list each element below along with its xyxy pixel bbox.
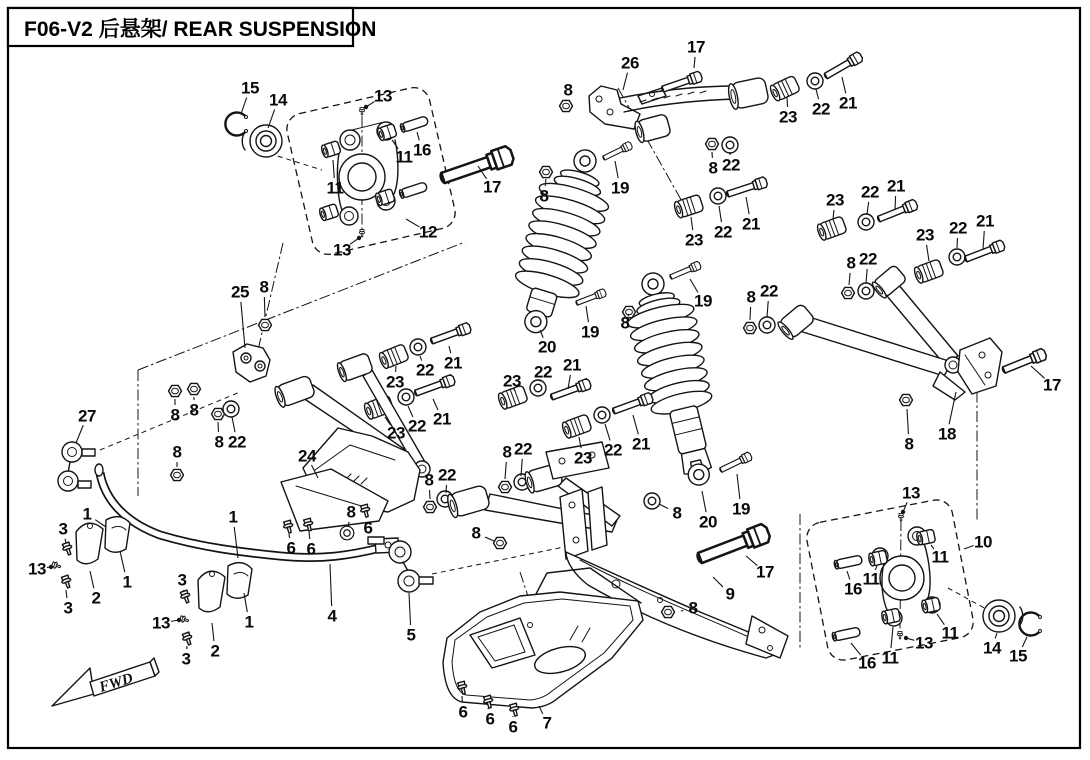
callout-8: 8 (172, 442, 182, 462)
callout-3: 3 (177, 570, 187, 590)
screw-3 (60, 575, 73, 589)
callout-8: 8 (708, 158, 718, 178)
callout-8: 8 (539, 186, 549, 206)
nut-8 (171, 469, 184, 480)
title-block (8, 8, 376, 46)
callout-leader-16 (417, 132, 419, 140)
callout-8: 8 (346, 502, 356, 522)
callout-22: 22 (534, 362, 552, 382)
callout-leader-20 (702, 491, 706, 512)
callout-8: 8 (746, 287, 756, 307)
callout-22: 22 (714, 222, 732, 242)
washer-22 (858, 214, 874, 230)
washer-22 (949, 249, 965, 265)
callout-16: 16 (413, 140, 431, 160)
callout-leader-15 (241, 97, 247, 114)
screw-13 (897, 632, 903, 639)
callout-4: 4 (327, 606, 337, 626)
callout-10: 10 (974, 532, 992, 552)
callout-leader-19 (586, 306, 588, 322)
callout-15: 15 (1009, 646, 1027, 666)
bushing-clamp-right (198, 563, 252, 612)
callout-leader-8 (849, 273, 850, 285)
callout-1: 1 (244, 612, 254, 632)
nut-8 (706, 138, 719, 149)
callout-8: 8 (846, 253, 856, 273)
callout-22: 22 (859, 249, 877, 269)
bolt-21 (822, 51, 863, 81)
bushing-23 (673, 194, 704, 219)
callout-leader-19 (615, 161, 618, 178)
callout-leader-26 (623, 73, 627, 90)
callout-leader-21 (449, 346, 451, 353)
callout-leader-22 (867, 202, 869, 214)
callout-leader-23 (787, 97, 788, 107)
callout-13: 13 (374, 86, 392, 106)
callout-7: 7 (542, 713, 552, 733)
callout-23: 23 (916, 225, 934, 245)
nut-8 (424, 501, 437, 512)
callout-leader-21 (746, 197, 749, 214)
nut-8 (540, 166, 553, 177)
right-a-arm-group (744, 199, 1048, 406)
callout-2: 2 (210, 641, 220, 661)
callout-leader-9 (713, 577, 723, 587)
bolt-19 (718, 451, 753, 474)
callout-leader-22 (866, 269, 867, 283)
callout-14: 14 (983, 638, 1001, 658)
screw-13 (51, 561, 61, 570)
callout-leader-8 (659, 504, 668, 509)
callout-13: 13 (28, 559, 46, 579)
callout-leader-22 (232, 417, 235, 432)
callout-leader-22 (605, 424, 610, 440)
callout-6: 6 (485, 709, 495, 729)
nut-8 (662, 606, 675, 617)
callout-leader-19 (690, 279, 698, 292)
sleeve-16 (400, 116, 429, 133)
callout-leader-8 (218, 422, 219, 432)
callout-1: 1 (82, 504, 92, 524)
snap-ring-15 (1019, 613, 1041, 636)
callout-leader-22 (816, 89, 819, 99)
callout-21: 21 (433, 409, 451, 429)
callout-3: 3 (58, 519, 68, 539)
callout-leader-27 (76, 425, 83, 443)
callout-25: 25 (231, 282, 249, 302)
callout-17: 17 (483, 177, 501, 197)
callout-leader-22 (957, 238, 958, 248)
callout-leader-8 (750, 307, 751, 320)
callout-5: 5 (406, 625, 416, 645)
callout-13: 13 (902, 483, 920, 503)
callout-11: 11 (395, 147, 413, 167)
washer-22 (644, 493, 660, 509)
callout-leader-23 (691, 217, 693, 230)
callout-leader-6 (289, 534, 290, 538)
callout-23: 23 (503, 371, 521, 391)
bushing-11 (881, 608, 901, 624)
callout-1: 1 (228, 507, 238, 527)
callout-21: 21 (444, 353, 462, 373)
nut-8 (494, 537, 507, 548)
screw-13 (359, 108, 365, 115)
bolt-17 (1001, 348, 1048, 376)
callout-leader-8 (264, 297, 265, 317)
callout-leader-8 (505, 462, 506, 479)
bolt-19 (601, 141, 633, 162)
callout-leader-15 (1022, 637, 1027, 647)
callout-leader-4 (330, 564, 332, 606)
screw-3 (181, 632, 194, 646)
callout-12: 12 (419, 222, 437, 242)
callout-19: 19 (611, 178, 629, 198)
callout-21: 21 (976, 211, 994, 231)
callout-22: 22 (812, 99, 830, 119)
callout-17: 17 (1043, 375, 1061, 395)
callout-leader-22 (408, 406, 413, 417)
callout-6: 6 (306, 539, 316, 559)
callout-27: 27 (78, 406, 96, 426)
callout-22: 22 (722, 155, 740, 175)
bushing-23 (816, 216, 847, 241)
washer-22 (410, 339, 426, 355)
callout-leader-8 (485, 537, 494, 541)
callout-8: 8 (471, 523, 481, 543)
callout-11: 11 (862, 569, 880, 589)
nut-8 (499, 481, 512, 492)
callout-leader-5 (409, 593, 411, 625)
nut-8 (560, 100, 573, 111)
callout-21: 21 (839, 93, 857, 113)
callout-dot-13 (177, 618, 181, 622)
callout-8: 8 (563, 80, 573, 100)
nut-8 (842, 287, 855, 298)
callout-2: 2 (91, 588, 101, 608)
callout-22: 22 (514, 439, 532, 459)
callout-3: 3 (63, 598, 73, 618)
callout-dot-13 (364, 105, 368, 109)
callout-8: 8 (502, 442, 512, 462)
callout-6: 6 (363, 518, 373, 538)
callout-13: 13 (333, 240, 351, 260)
callout-18: 18 (938, 424, 956, 444)
washer-8 (340, 526, 354, 540)
callout-leader-10 (964, 545, 974, 549)
callout-8: 8 (688, 598, 698, 618)
callout-11: 11 (941, 623, 959, 643)
washer-22 (807, 73, 823, 89)
callout-26: 26 (621, 53, 639, 73)
washer-22 (710, 188, 726, 204)
callout-22: 22 (949, 218, 967, 238)
bushing-clamp-left (76, 517, 130, 564)
callout-21: 21 (887, 176, 905, 196)
washer-22 (722, 137, 738, 153)
callout-leader-19 (737, 474, 740, 499)
callout-leader-21 (433, 399, 438, 410)
callout-leader-23 (927, 245, 929, 261)
sleeve-16 (399, 182, 428, 199)
callout-dot-13 (49, 565, 53, 569)
callout-6: 6 (508, 717, 518, 737)
callout-22: 22 (760, 281, 778, 301)
bushing-11 (318, 204, 339, 222)
bolt-21 (725, 176, 768, 199)
callout-23: 23 (386, 372, 404, 392)
callout-leader-17 (694, 57, 695, 68)
callout-21: 21 (632, 434, 650, 454)
screw-3 (179, 590, 192, 604)
callout-dot-13 (901, 510, 905, 514)
callout-21: 21 (563, 355, 581, 375)
bearing-14 (242, 125, 282, 157)
bushing-23 (769, 75, 801, 102)
callout-leader-3 (65, 539, 66, 543)
bushing-11 (921, 597, 941, 613)
screw-6 (283, 520, 295, 534)
bolt-21 (963, 239, 1006, 264)
bushing-23 (913, 259, 944, 284)
washer-22 (530, 380, 546, 396)
callout-23: 23 (685, 230, 703, 250)
snap-ring-15 (225, 113, 247, 136)
bearing-14 (983, 600, 1023, 632)
callout-3: 3 (181, 649, 191, 669)
callout-8: 8 (189, 400, 199, 420)
callout-19: 19 (581, 322, 599, 342)
callout-6: 6 (286, 538, 296, 558)
nut-8 (259, 319, 272, 330)
callout-23: 23 (826, 190, 844, 210)
callout-17: 17 (756, 562, 774, 582)
callout-leader-8 (907, 409, 908, 434)
callout-leader-12 (406, 219, 419, 227)
callout-11: 11 (326, 178, 344, 198)
nut-8 (188, 383, 201, 394)
callout-19: 19 (732, 499, 750, 519)
bolt-21 (429, 322, 472, 346)
bolt-21 (876, 199, 919, 225)
bolt-19 (669, 261, 702, 281)
bushing-23 (378, 344, 410, 370)
callout-leader-2 (90, 571, 94, 588)
callout-leader-3 (66, 590, 67, 598)
callout-leader-2 (212, 623, 214, 641)
callout-8: 8 (672, 503, 682, 523)
bolt-21 (549, 378, 592, 402)
callout-8: 8 (259, 277, 269, 297)
callout-23: 23 (574, 448, 592, 468)
callout-leader-8 (681, 610, 683, 611)
callout-8: 8 (904, 434, 914, 454)
callout-11: 11 (931, 547, 949, 567)
callout-leader-6 (309, 532, 310, 539)
callout-19: 19 (694, 291, 712, 311)
shock-absorber-right (617, 265, 734, 492)
callout-leader-16 (847, 571, 850, 580)
bolt-17 (660, 71, 703, 95)
sleeve-16 (834, 555, 863, 570)
screw-13 (898, 514, 904, 521)
nut-8 (744, 322, 757, 333)
fwd-arrow (52, 658, 159, 706)
callout-leader-21 (842, 77, 846, 93)
callout-22: 22 (416, 360, 434, 380)
sleeve-16 (832, 627, 861, 642)
callout-20: 20 (699, 512, 717, 532)
callout-22: 22 (228, 432, 246, 452)
stabilizer-link-27 (58, 442, 95, 491)
right-a-arm-18 (776, 264, 1002, 400)
callout-11: 11 (881, 648, 899, 668)
shock-absorber-left (498, 140, 622, 343)
callout-6: 6 (458, 702, 468, 722)
callout-leader-11 (891, 627, 893, 648)
callout-13: 13 (915, 633, 933, 653)
callout-16: 16 (844, 579, 862, 599)
fwd-label: FWD (97, 670, 135, 696)
callout-15: 15 (241, 78, 259, 98)
callout-13: 13 (152, 613, 170, 633)
callout-leader-21 (983, 231, 984, 249)
callout-leader-22 (767, 301, 768, 317)
callout-23: 23 (387, 423, 405, 443)
callout-23: 23 (779, 107, 797, 127)
callout-leader-23 (833, 210, 834, 219)
washer-22 (223, 401, 239, 417)
bolt-19 (575, 288, 607, 307)
bolt-21 (611, 392, 654, 416)
callout-14: 14 (269, 90, 287, 110)
page-title: F06-V2 后悬架/ REAR SUSPENSION (24, 18, 377, 41)
callout-leader-22 (719, 206, 721, 222)
nut-8 (900, 394, 913, 405)
callout-leader-11 (333, 160, 334, 178)
callout-leader-21 (895, 196, 896, 210)
callout-8: 8 (424, 470, 434, 490)
callout-dot-13 (904, 636, 908, 640)
screw-13 (359, 230, 365, 237)
callout-22: 22 (604, 440, 622, 460)
callout-leader-1 (120, 551, 125, 572)
callout-leader-21 (633, 415, 638, 434)
callout-21: 21 (742, 214, 760, 234)
callout-16: 16 (858, 653, 876, 673)
callout-24: 24 (298, 446, 316, 466)
screw-3 (61, 542, 74, 556)
bushing-11 (868, 550, 888, 566)
washer-22 (858, 283, 874, 299)
nut-8 (169, 385, 182, 396)
callout-8: 8 (214, 432, 224, 452)
rear-knuckle-left-group (225, 84, 515, 257)
callout-17: 17 (687, 37, 705, 57)
callout-dot-13 (357, 236, 361, 240)
callout-9: 9 (725, 584, 735, 604)
callout-8: 8 (620, 313, 630, 333)
bushing-11 (916, 529, 936, 545)
washer-22 (594, 407, 610, 423)
callout-leader-25 (241, 302, 245, 348)
callout-22: 22 (861, 182, 879, 202)
callout-1: 1 (122, 572, 132, 592)
bolt-17 (438, 145, 515, 188)
callout-20: 20 (538, 337, 556, 357)
callout-22: 22 (408, 416, 426, 436)
washer-22 (759, 317, 775, 333)
callout-22: 22 (438, 465, 456, 485)
callout-8: 8 (170, 405, 180, 425)
bushing-23 (561, 414, 592, 439)
